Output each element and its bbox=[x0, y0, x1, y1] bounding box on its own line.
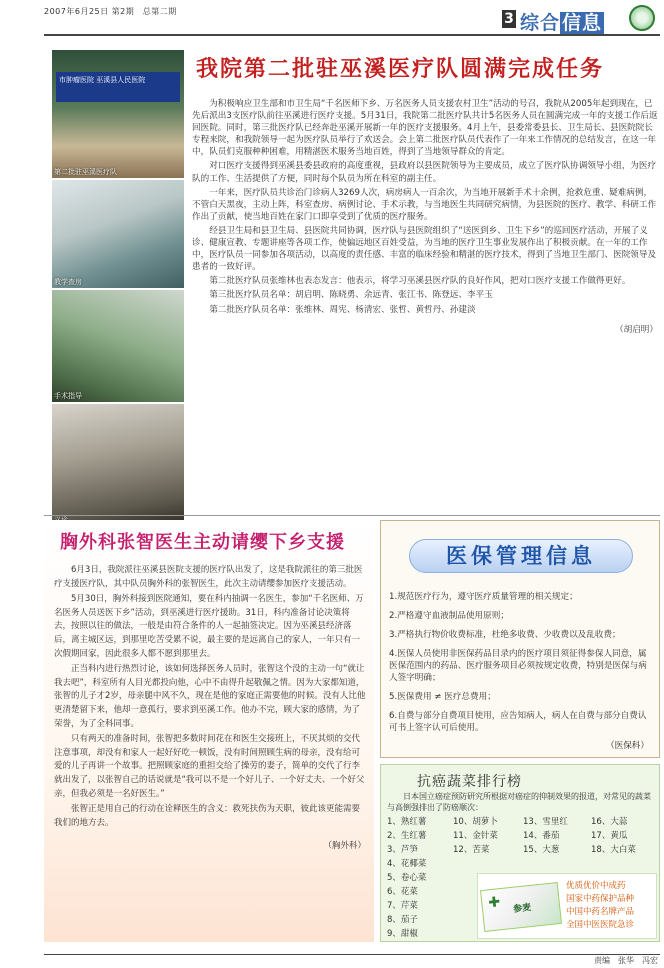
vegetable-item: 4、花椰菜 bbox=[387, 859, 427, 869]
secondary-article bbox=[44, 520, 374, 942]
photo-banner: 市肿瘤医院 巫溪县人民医院 bbox=[56, 72, 180, 102]
vegetable-item: 15、大葱 bbox=[523, 845, 560, 855]
advertisement-text bbox=[566, 880, 634, 932]
insurance-item: 5.医保费用 ≠ 医疗总费用； bbox=[389, 692, 496, 702]
main-paragraph: 经县卫生局和县卫生局、县医院共同协调，医疗队与县医院组织了“送医到乡、卫生下乡”的巡回医疗活动，开展了义诊、健康宣教、专题讲座等各项工作，使偏远地区百姓受益，为当地的医疗卫生事业发展作出了积极贡献。在一年的工作中，医疗队员一同参加各项活动，以高度的责任感、丰富的临床经验和精湛的医疗技术，得到了当地卫生部门、医院领导及患者的一致好评。 bbox=[192, 225, 657, 273]
member-list: 第二批医疗队员名单：张维林、周宪、杨清宏、张哲、黄哲丹、孙建淡 bbox=[209, 304, 476, 315]
vegetable-item: 13、雪里红 bbox=[523, 817, 568, 827]
secondary-paragraph: 6月3日，我院派往巫溪县医院支援的医疗队出发了，这是我院派往的第三批医疗支援医疗队，其中队员胸外科的张智医生，此次主动请缨参加医疗支援活动。 bbox=[54, 565, 363, 589]
photo-team-group bbox=[52, 50, 184, 178]
insurance-info-list bbox=[389, 591, 653, 741]
secondary-article-title: 胸外科张智医生主动请缨下乡支援 bbox=[60, 532, 345, 553]
vegetable-item: 18、大白菜 bbox=[591, 845, 636, 855]
insurance-info-title: 医保管理信息 bbox=[409, 539, 633, 573]
main-photo-column bbox=[52, 50, 184, 528]
anticancer-vegetable-box bbox=[380, 764, 660, 942]
secondary-paragraph: 张智正是用自己的行动在诠释医生的含义：救死扶伤为天职，彼此该更能需要我们的地方去。 bbox=[54, 804, 361, 828]
section-title bbox=[520, 8, 604, 35]
issue-date-line: 2007年6月25日 第2期 总第二期 bbox=[44, 7, 177, 16]
insurance-item: 2.严格遵守血液制品使用原则； bbox=[389, 611, 509, 621]
medicine-advertisement bbox=[477, 873, 657, 939]
vegetable-item: 10、胡萝卜 bbox=[453, 817, 498, 827]
vegetable-item: 7、芹菜 bbox=[387, 901, 418, 911]
insurance-item: 6.自费与部分自费项目使用，应告知病人，病人在自费与部分自费认可书上签字认可后使用。 bbox=[389, 711, 647, 733]
section-title-part-1: 综合 bbox=[520, 12, 561, 34]
medicine-package-image bbox=[480, 882, 562, 932]
medical-cross-icon: ✚ bbox=[487, 894, 501, 912]
vegetable-ranking-title: 抗癌蔬菜排行榜 bbox=[417, 774, 522, 790]
ad-line: 中国中药名牌产品 bbox=[566, 907, 635, 917]
vegetable-item: 1、熟红薯 bbox=[387, 817, 427, 827]
vegetable-item: 11、金针菜 bbox=[453, 831, 498, 841]
insurance-item: 4.医保人员使用非医保药品目录内的医疗项目须征得参保人同意，属医保范围内的药品、医疗服务项目必须按规定收费，特别是医保与病人签字明确； bbox=[389, 649, 647, 683]
main-article-body bbox=[192, 98, 658, 336]
photo-caption: 教学查房 bbox=[54, 278, 82, 286]
header-divider bbox=[44, 34, 660, 36]
vegetable-item: 8、茄子 bbox=[387, 915, 418, 925]
insurance-item: 1.规范医疗行为，遵守医疗质量管理的相关规定； bbox=[389, 592, 578, 602]
photo-surgery bbox=[52, 290, 184, 402]
insurance-item: 3.严格执行物价收费标准，杜绝多收费、少收费以及乱收费； bbox=[389, 630, 621, 640]
photo-caption: 第二批驻巫溪医疗队 bbox=[54, 168, 117, 176]
photo-clinic bbox=[52, 404, 184, 526]
section-divider bbox=[44, 515, 660, 516]
secondary-paragraph: 正当科内进行热烈讨论，该如何选择医务人员时，张智这个没的主动一句“就让我去吧”，科室所有人目光都投向他，心中不由得升起敬佩之情。因为大家都知道，张智的儿子才2岁，母亲腿中风不久，现在是他的家庭正需要他的时候。没有人比他更清楚留下来，他却一意孤行，要求到巫溪工作。他办不完，顾大家的感情，为了荣誉，为了全科同事。 bbox=[54, 664, 366, 729]
page-number-badge: 3 bbox=[502, 10, 516, 28]
main-paragraph: 为积极响应卫生部和市卫生局“千名医师下乡、万名医务人员支援农村卫生”活动的号召，我院从2005年起到现在，已先后派出3支医疗队前往巫溪进行医疗支援。5月31日，我院第二批医疗队共计5名医务人员在圆满完成一年的支援工作后返回医院。同时，第三批医疗队已经奔赴巫溪开展新一年的医疗支援服务。4月上午，县委常委县长、卫生局长、县医院院长专程来院，和我院领导一起为医疗队员举行了欢送会。会上第二批医疗队员代表作了一年来工作情况的总结发言，在这一年中，队员们克服种种困难，用精湛医术服务当地百姓，得到了当地领导群众的肯定。 bbox=[192, 99, 658, 158]
photo-ward-round bbox=[52, 180, 184, 288]
ad-line: 优质优价中成药 bbox=[566, 881, 626, 891]
secondary-paragraph: 5月30日，胸外科接到医院通知，要在科内抽调一名医生，参加“千名医师、万名医务人员送医下乡”活动，到巫溪进行医疗援助。31日，科内准备讨论决策将去，按照以往的做法，一般是由符合条件的人一起抽签决定。因为巫溪县经济落后，离主城区远，到那里吃苦受累不说，最主要的是远离自己的家人，一年只有一次假期回家，因此很多人都不愿到那里去。 bbox=[54, 594, 364, 659]
member-list: 第三批医疗队员名单：胡启明、陈晓勇、余远青、张江书、陈登远、李平玉 bbox=[209, 290, 493, 301]
vegetable-item: 16、大蒜 bbox=[591, 817, 628, 827]
main-article-title: 我院第二批驻巫溪医疗队圆满完成任务 bbox=[196, 57, 605, 82]
vegetable-item: 14、番茄 bbox=[523, 831, 560, 841]
secondary-article-credit: （胸外科） bbox=[323, 841, 366, 852]
main-paragraph: 对口医疗支援得到巫溪县委县政府的高度重视，县政府以县医院领导为主要成员，成立了医疗队协调领导小组，为医疗队的工作、生活提供了方便，同时每个队员为所在科室的副主任。 bbox=[192, 161, 657, 184]
ad-line: 全国中医医院急诊 bbox=[566, 920, 635, 930]
section-title-part-2: 信息 bbox=[562, 12, 603, 34]
medicine-product-name: 参麦 bbox=[512, 902, 532, 915]
ad-line: 国家中药保护品种 bbox=[566, 894, 635, 904]
vegetable-ranking-intro: 日本国立癌症预防研究所根据对癌症的抑制效果的报道，对常见的蔬菜与高倒强排出了防癌顺次： bbox=[387, 792, 651, 812]
hospital-logo-icon bbox=[629, 5, 655, 31]
secondary-article-body bbox=[54, 564, 366, 854]
insurance-info-box bbox=[380, 520, 660, 758]
vegetable-item: 6、花菜 bbox=[387, 887, 418, 897]
main-paragraph: 第二批医疗队员张维林也表态发言：他表示，将学习巫溪县医疗队的良好作风，把对口医疗支援工作做得更好。 bbox=[209, 276, 631, 287]
vegetable-item: 9、甜椒 bbox=[387, 929, 418, 939]
vegetable-item: 3、芦笋 bbox=[387, 845, 418, 855]
footer-divider bbox=[44, 954, 660, 955]
secondary-paragraph: 只有两天的准备时间，张智把多数时间花在和医生交接班上，不厌其烦的交代注意事项，却没有和家人一起好好吃一顿饭，没有时间照顾生病的母亲，没有给可爱的儿子再讲一个故事。把照顾家庭的重担交给了操劳的妻子，简单的交代了行李就出发了，以张智自己的话说就是“我可以不是一个好儿子、一个好丈夫、一个好父亲，但我必须是一名好医生。” bbox=[54, 734, 365, 799]
main-article-credit: （胡启明） bbox=[615, 324, 658, 335]
main-paragraph: 一年来，医疗队员共诊治门诊病人3269人次，病房病人一百余次，为当地开展新手术十余例，抢救危重、疑难病例，不管白天黑夜，主动上阵，科室查房、病例讨论、手术示教，与当地医生共同研究病情，为县医院的医疗、教学、科研工作作出了贡献，使当地百姓在家门口即享受到了优质的医疗服务。 bbox=[192, 187, 657, 222]
vegetable-item: 17、黄瓜 bbox=[591, 831, 628, 841]
editor-credit: 责编 张华 冯宏 bbox=[594, 956, 658, 965]
vegetable-item: 2、生红薯 bbox=[387, 831, 427, 841]
photo-caption: 手术指导 bbox=[54, 392, 82, 400]
vegetable-item: 5、卷心菜 bbox=[387, 873, 427, 883]
insurance-info-credit: （医保科） bbox=[606, 741, 649, 751]
vegetable-item: 12、苦菜 bbox=[453, 845, 490, 855]
